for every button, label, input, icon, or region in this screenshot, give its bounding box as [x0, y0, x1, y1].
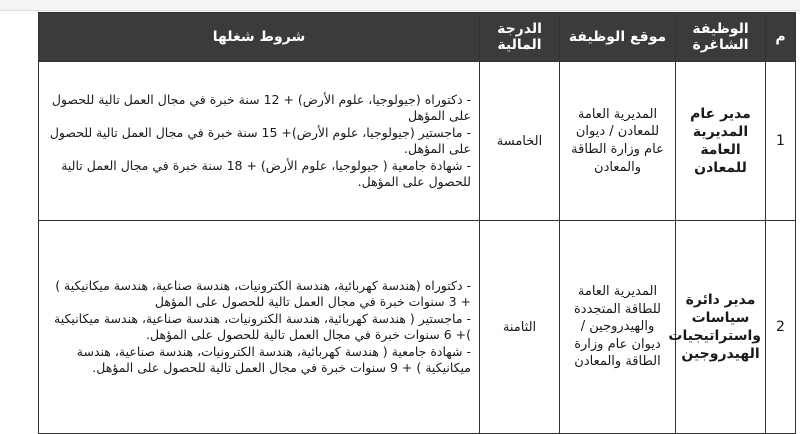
table-row [39, 221, 796, 434]
job-location: المديرية العامة للطاقة المتجددة والهيدروجين / ديوان عام وزارة الطاقة والمعادن [560, 221, 676, 434]
top-edge-strip [0, 0, 800, 11]
vacancies-table [38, 12, 796, 434]
table-row [39, 62, 796, 221]
header-job-title: الوظيفة الشاغرة [676, 13, 766, 62]
job-location: المديرية العامة للمعادن / ديوان عام وزارة الطاقة والمعادن [560, 62, 676, 221]
job-title: مدير عام المديرية العامة للمعادن [676, 62, 766, 221]
job-title: مدير دائرة سياسات واستراتيجيات الهيدروجين [676, 221, 766, 434]
job-conditions [39, 62, 480, 221]
header-conditions: شروط شغلها [39, 13, 480, 62]
row-number: 2 [766, 221, 796, 434]
condition-line: - ماجستير (جيولوجيا، علوم الأرض)+ 15 سنة خبرة في مجال العمل تالية للحصول على المؤهل. [49, 124, 471, 156]
table-header [39, 13, 796, 62]
row-number: 1 [766, 62, 796, 221]
job-conditions [39, 221, 480, 434]
header-grade: الدرجة المالية [480, 13, 560, 62]
condition-line: - دكتوراه (هندسة كهربائية، هندسة الكترونيات، هندسة صناعية، هندسة ميكانيكية ) + 3 سنوات خبرة في مجال العمل تالية للحصول على المؤهل [55, 277, 471, 309]
job-grade: الخامسة [480, 62, 560, 221]
condition-line: - شهادة جامعية ( جيولوجيا، علوم الأرض) + 18 سنة خبرة في مجال العمل تالية للحصول على المؤهل. [61, 157, 471, 189]
condition-line: - دكتوراه (جيولوجيا، علوم الأرض) + 12 سنة خبرة في مجال العمل تالية للحصول على المؤهل [51, 91, 471, 123]
condition-line: - شهادة جامعية ( هندسة كهربائية، هندسة الكترونيات، هندسة صناعية، هندسة ميكانيكية ) + 9 سنوات خبرة في مجال العمل تالية للحصول على المؤهل. [76, 343, 471, 375]
header-num: م [766, 13, 796, 62]
job-grade: الثامنة [480, 221, 560, 434]
condition-line: - ماجستير ( هندسة كهربائية، هندسة الكترونيات، هندسة صناعية، هندسة ميكانيكية )+ 6 سنوات خبرة في مجال العمل تالية للحصول على المؤهل. [54, 310, 471, 342]
header-job-location: موقع الوظيفة [560, 13, 676, 62]
